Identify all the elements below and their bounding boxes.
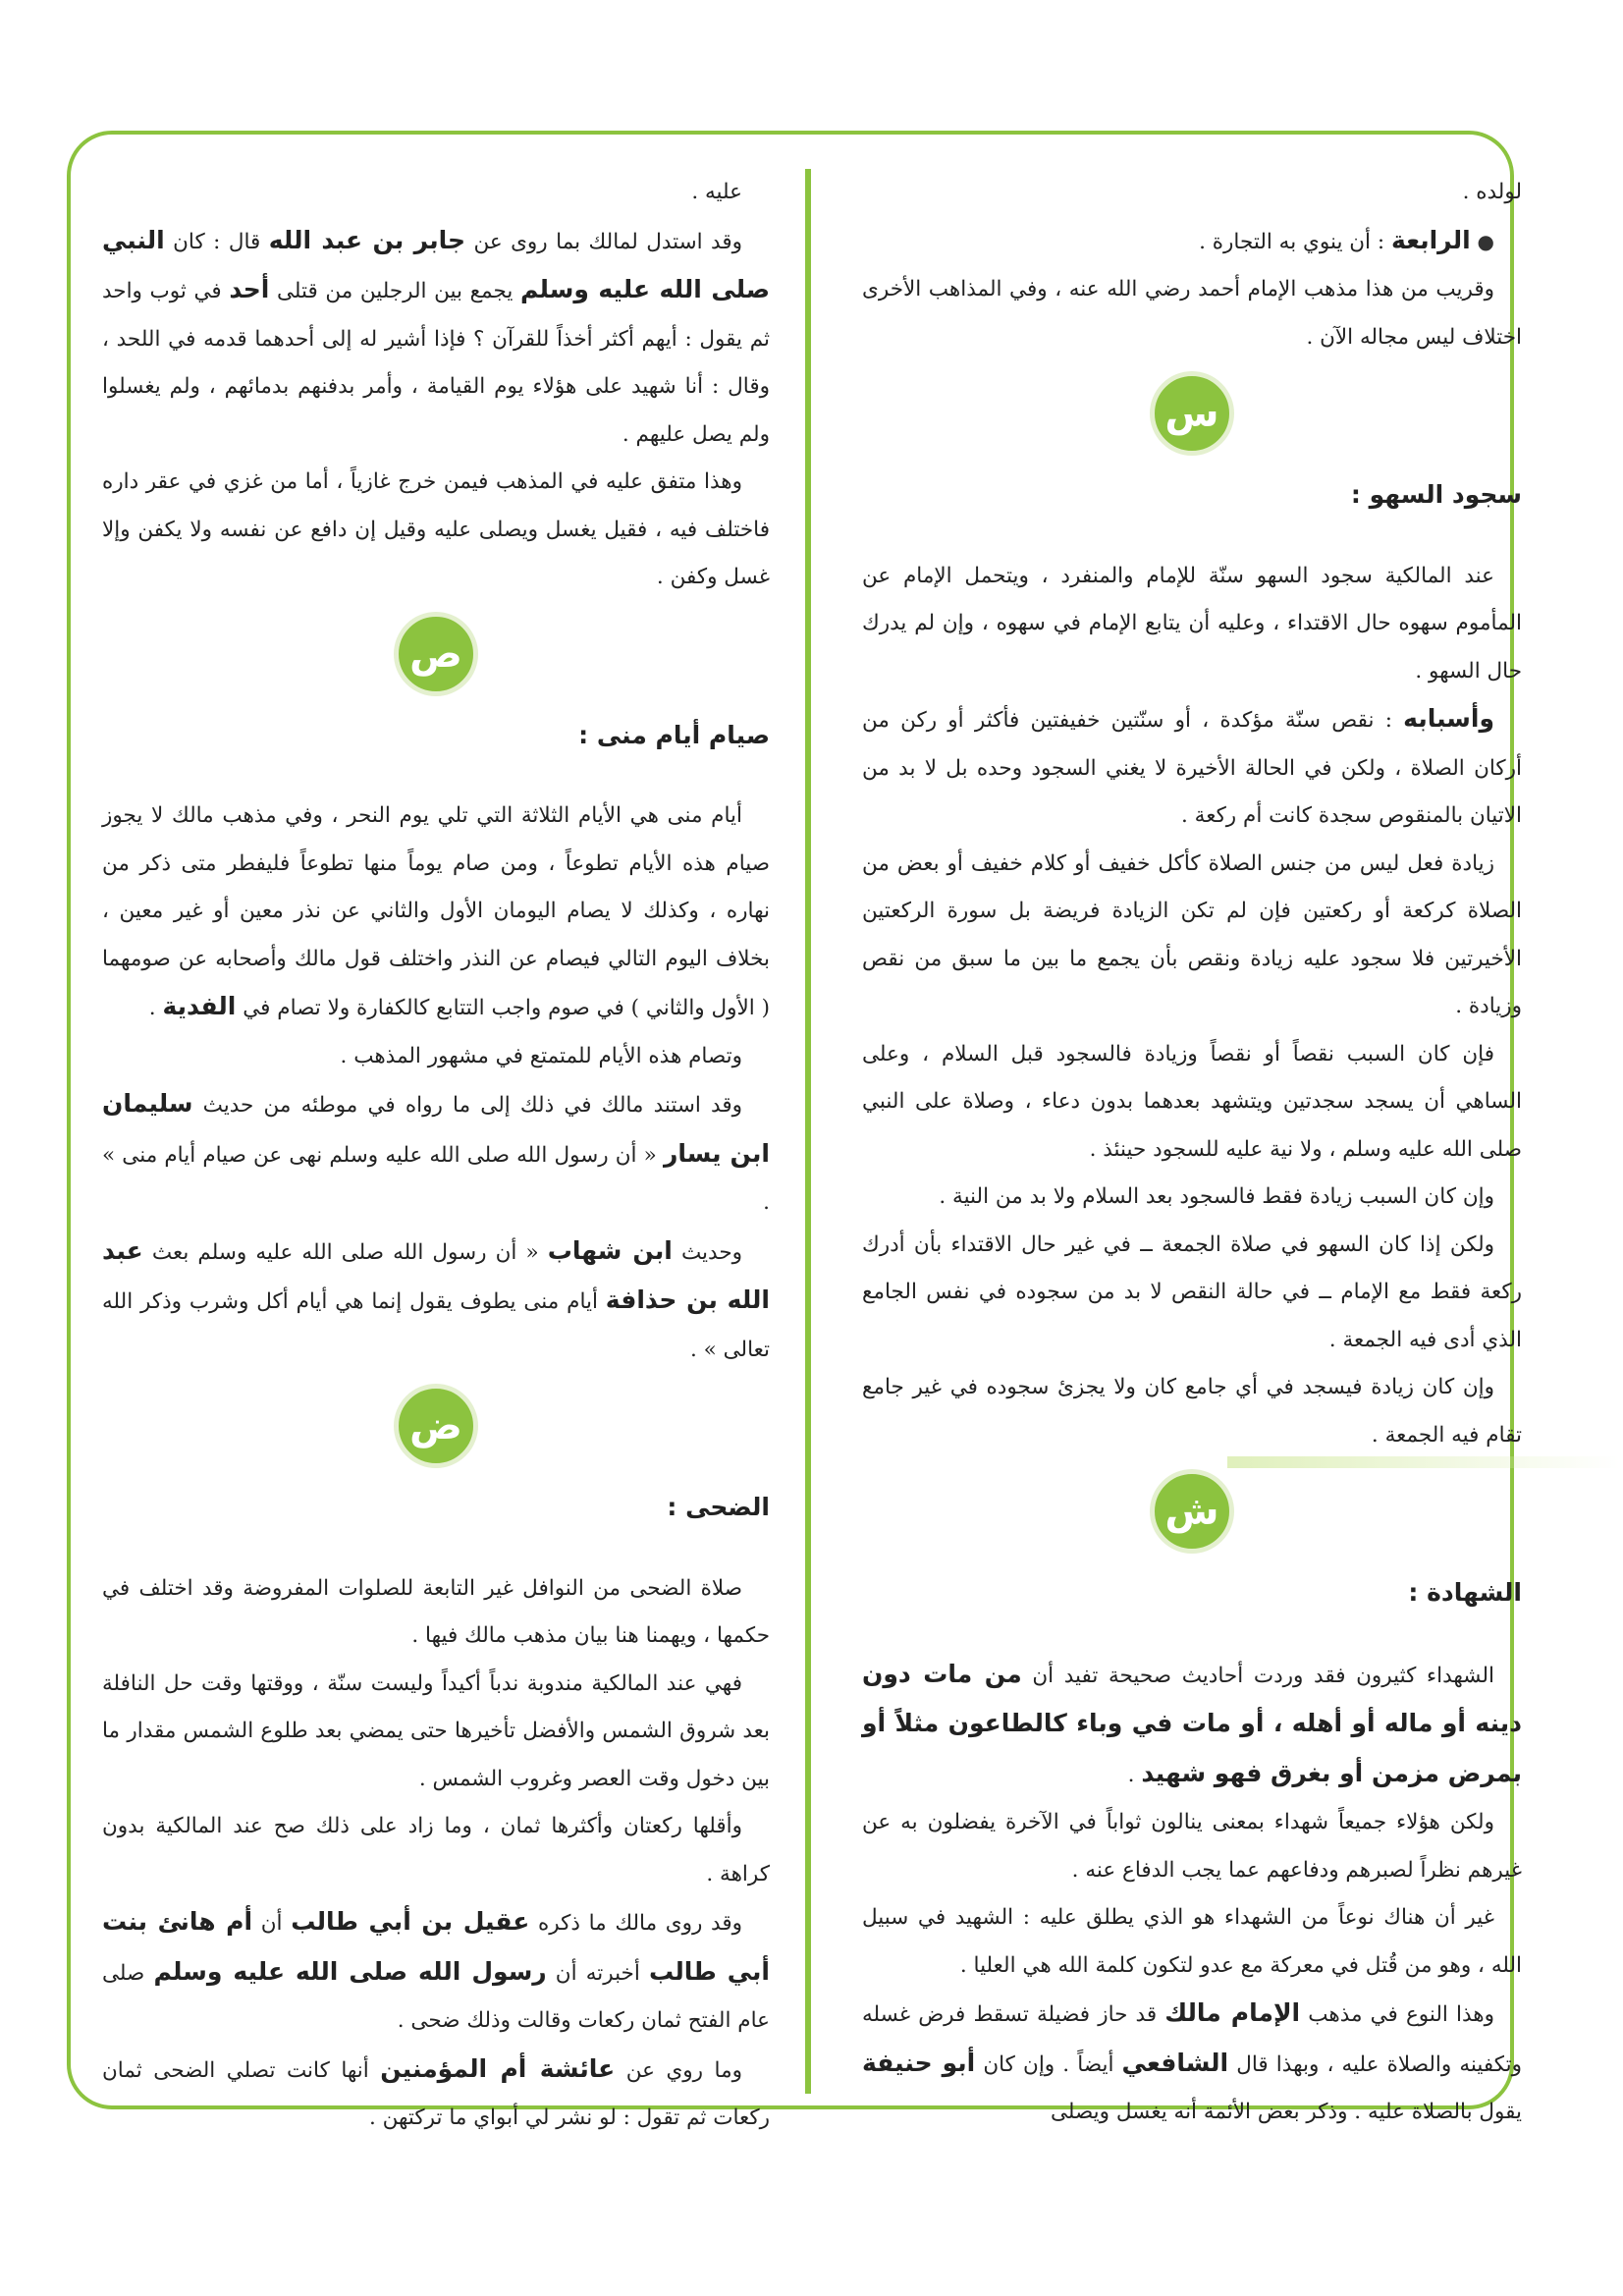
paragraph-text: أنها كانت تصلي الضحى ثمان ركعات ثم تقول : لو نشر لي أبواي ما تركتهن .	[102, 2057, 770, 2130]
paragraph	[102, 2046, 770, 2143]
letter-badge-sad	[102, 612, 770, 696]
bold-term: من مات دون دينه أو ماله أو أهله ، أو مات في وباء كالطاعون مثلاً أو بمرض مزمن أو بغرق فهو شهيد	[862, 1659, 1522, 1787]
letter-badge-seen	[862, 371, 1522, 456]
paragraph: وقريب من هذا مذهب الإمام أحمد رضي الله عنه ، وفي المذاهب الأخرى اختلاف ليس مجاله الآن .	[862, 277, 1522, 350]
left-column	[102, 169, 770, 2143]
bold-term: الفدية	[162, 992, 237, 1020]
paragraph-text: وقد روى مالك ما ذكره	[529, 1911, 743, 1936]
paragraph	[102, 793, 770, 1033]
paragraph-text: يجمع بين الرجلين من قتلى	[269, 279, 520, 303]
paragraph-text: وقد استند مالك في ذلك إلى ما رواه في موطئه من حديث	[192, 1093, 742, 1118]
paragraph-text: وحديث	[672, 1239, 742, 1265]
paragraph: وتصام هذه الأيام للمتمتع في مشهور المذهب .	[340, 1043, 742, 1068]
bold-term: وأسبابه	[1403, 704, 1494, 733]
bold-term: رسول الله صلى الله عليه وسلم	[153, 1956, 547, 1986]
paragraph-text: : أن ينوي به التجارة .	[1199, 229, 1391, 254]
letter-circle-icon	[394, 1384, 478, 1468]
section-heading: الضحى :	[667, 1493, 770, 1521]
right-column	[862, 169, 1522, 2137]
paragraph	[102, 1080, 770, 1228]
paragraph-text: .	[148, 996, 163, 1020]
letter-badge-sheen	[862, 1469, 1522, 1554]
paragraph	[862, 695, 1522, 841]
letter-circle-icon	[394, 612, 478, 696]
bold-term: أحد	[229, 275, 270, 303]
bold-term: عائشة أم المؤمنين	[380, 2053, 616, 2083]
paragraph-text: .	[1127, 1762, 1142, 1787]
paragraph-text: يقول بالصلاة عليه . وذكر بعض الأئمة أنه يغسل ويصلى	[1051, 2100, 1522, 2124]
paragraph: وإن كان السبب زيادة فقط فالسجود بعد السلام ولا بد من النية .	[939, 1184, 1494, 1209]
paragraph: صلاة الضحى من النوافل غير التابعة للصلوات المفروضة وقد اختلف في حكمها ، ويهمنا هنا بيان مذهب مالك فيها .	[102, 1575, 770, 1648]
paragraph	[102, 1898, 770, 2046]
paragraph: لولده .	[1462, 180, 1522, 204]
section-heading: سجود السهو :	[1350, 480, 1522, 509]
bold-term: جابر بن عبد الله	[268, 225, 465, 254]
paragraph-text: « أن رسول الله صلى الله عليه وسلم نهى عن صيام أيام منى » .	[102, 1142, 770, 1215]
bold-term: النبي صلى الله عليه وسلم	[102, 225, 770, 303]
bold-term: ابن شهاب	[547, 1235, 673, 1265]
paragraph	[862, 217, 1522, 267]
paragraph-text: قال : كان	[164, 229, 269, 254]
paragraph-text: أيام منى هي الأيام الثلاثة التي تلي يوم النحر ، وفي مذهب مالك لا يجوز صيام هذه الأيام تطوعاً ، ومن صام يوماً منها تطوعاً فليفطر متى ذكر من نهاره ، وكذلك لا يصام اليومان الأول والثاني عن نذر معين أو غير معين ، بخلاف اليوم التالي فيصام عن النذر واختلف قول مالك وأصحابه عن صومهما ( الأول والثاني ) في صوم واجب التتابع كالكفارة ولا تصام في	[102, 803, 770, 1020]
paragraph-text: وما روي عن	[615, 2057, 743, 2083]
column-divider	[805, 169, 811, 2094]
paragraph	[102, 217, 770, 460]
paragraph-text: في ثوب واحد ثم يقول : أيهم أكثر أخذاً للقرآن ؟ فإذا أشير له إلى أحدهما قدمه في اللحد ، وقال : أنا شهيد على هؤلاء يوم القيامة ، وأمر بدفنهم بدمائهم ، ولم يغسلوا ولم يصل عليهم .	[102, 279, 770, 447]
paragraph: فإن كان السبب نقصاً أو نقصاً وزيادة فالسجود قبل السلام ، وعلى الساهي أن يسجد سجدتين ويتشهد بعدهما بدون دعاء ، وصلاة على النبي صلى الله عليه وسلم ، ولا نية عليه للسجود حينئذ .	[862, 1041, 1522, 1162]
paragraph: ولكن إذا كان السهو في صلاة الجمعة ــ في غير حال الاقتداء بأن أدرك ركعة فقط مع الإمام ــ في حالة النقص لا بد من سجوده في نفس الجامع الذي أدى فيه الجمعة .	[862, 1231, 1522, 1352]
badge-letter: ش	[1164, 1489, 1219, 1534]
paragraph: عليه .	[691, 180, 742, 204]
paragraph-text: أيام منى يطوف يقول إنما هي أيام أكل وشرب وذكر الله تعالى » .	[102, 1289, 770, 1362]
paragraph-text: أخبرته أن	[546, 1960, 649, 1986]
paragraph-text: « أن رسول الله صلى الله عليه وسلم بعث	[142, 1239, 548, 1265]
letter-badge-dad	[102, 1384, 770, 1468]
bold-term: عبد الله بن حذافة	[102, 1235, 770, 1314]
paragraph	[862, 1990, 1522, 2137]
paragraph-text: الشهداء كثيرون فقد وردت أحاديث صحيحة تفيد أن	[1021, 1663, 1495, 1688]
paragraph: عند المالكية سجود السهو سنّة للإمام والمنفرد ، ويتحمل الإمام عن المأموم سهوه حال الاقتداء ، وعليه أن يتابع الإمام في سهوه ، وإن لم يدرك حال السهو .	[862, 563, 1522, 683]
paragraph: غير أن هناك نوعاً من الشهداء هو الذي يطلق عليه : الشهيد في سبيل الله ، وهو من قُتل في معركة مع عدو لتكون كلمة الله هي العليا .	[862, 1905, 1522, 1978]
letter-circle-icon	[1150, 1469, 1234, 1554]
paragraph-text: : نقص سنّة مؤكدة ، أو سنّتين خفيفتين فأكثر أو ركن من أركان الصلاة ، ولكن في الحالة الأخيرة لا يغني السجود وحده بل لا بد من الاتيان بالمنقوص سجدة كانت أم ركعة .	[862, 708, 1522, 828]
letter-circle-icon	[1150, 371, 1234, 456]
paragraph-text: قد حاز فضيلة تسقط فرض غسله وتكفينه والصلاة عليه ، وبهذا قال	[862, 2002, 1522, 2077]
paragraph: وإن كان زيادة فيسجد في أي جامع كان ولا يجزئ سجوده في غير جامع تقام فيه الجمعة .	[862, 1375, 1522, 1448]
paragraph: فهي عند المالكية مندوبة ندباً أكيداً وليست سنّة ، ووقتها وقت حل النافلة بعد شروق الشمس والأفضل تأخيرها حتى يمضي بعد طلوع الشمس مقدار ما بين دخول وقت العصر وغروب الشمس .	[102, 1670, 770, 1791]
paragraph-text: أيضاً . وإن كان	[975, 2051, 1122, 2077]
paragraph-text: صلى عام الفتح ثمان ركعات وقالت وذلك ضحى .	[102, 1960, 770, 2033]
paragraph	[862, 1651, 1522, 1800]
bold-term: أم هانئ بنت أبي طالب	[102, 1907, 770, 1986]
bold-term: سليمان ابن يسار	[102, 1089, 771, 1168]
badge-letter: ض	[409, 1403, 462, 1449]
paragraph-text: أن	[252, 1911, 292, 1936]
bullet-icon: ●	[1477, 229, 1494, 253]
badge-letter: ص	[409, 630, 462, 677]
bold-term: أبو حنيفة	[862, 2048, 976, 2077]
paragraph-text: وقد استدل لمالك بما روى عن	[465, 229, 742, 254]
paragraph: وأقلها ركعتان وأكثرها ثمان ، وما زاد على ذلك صح عند المالكية بدون كراهة .	[102, 1814, 770, 1886]
bold-term: الإمام مالك	[1164, 1998, 1301, 2027]
bold-term: عقيل بن أبي طالب	[291, 1907, 530, 1936]
bold-term: الشافعي	[1121, 2048, 1229, 2077]
paragraph: وهذا متفق عليه في المذهب فيمن خرج غازياً ، أما من غزي في عقر داره فاختلف فيه ، فقيل يغسل ويصلى عليه وقيل إن دافع عن نفسه ولا يكفن وإلا غسل وكفن .	[102, 469, 770, 589]
section-heading: الشهادة :	[1408, 1578, 1522, 1607]
paragraph	[102, 1228, 770, 1375]
paragraph-text: وهذا النوع في مذهب	[1300, 2002, 1495, 2027]
section-heading: صيام أيام منى :	[578, 720, 770, 749]
paragraph: زيادة فعل ليس من جنس الصلاة كأكل خفيف أو كلام خفيف أو بعض من الصلاة كركعة أو ركعتين فإن لم تكن الزيادة فريضة بل سورة الركعتين الأخيرتين فلا سجود عليه زيادة ونقص بأن يجمع ما بين ما سبق من نقص وزيادة .	[862, 850, 1522, 1018]
badge-letter: س	[1164, 391, 1219, 436]
bold-term: الرابعة	[1390, 225, 1471, 254]
paragraph: ولكن هؤلاء جميعاً شهداء بمعنى ينالون ثواباً في الآخرة يفضلون به عن غيرهم نظراً لصبرهم ودفاعهم عما يجب الدفاع عنه .	[862, 1810, 1522, 1883]
